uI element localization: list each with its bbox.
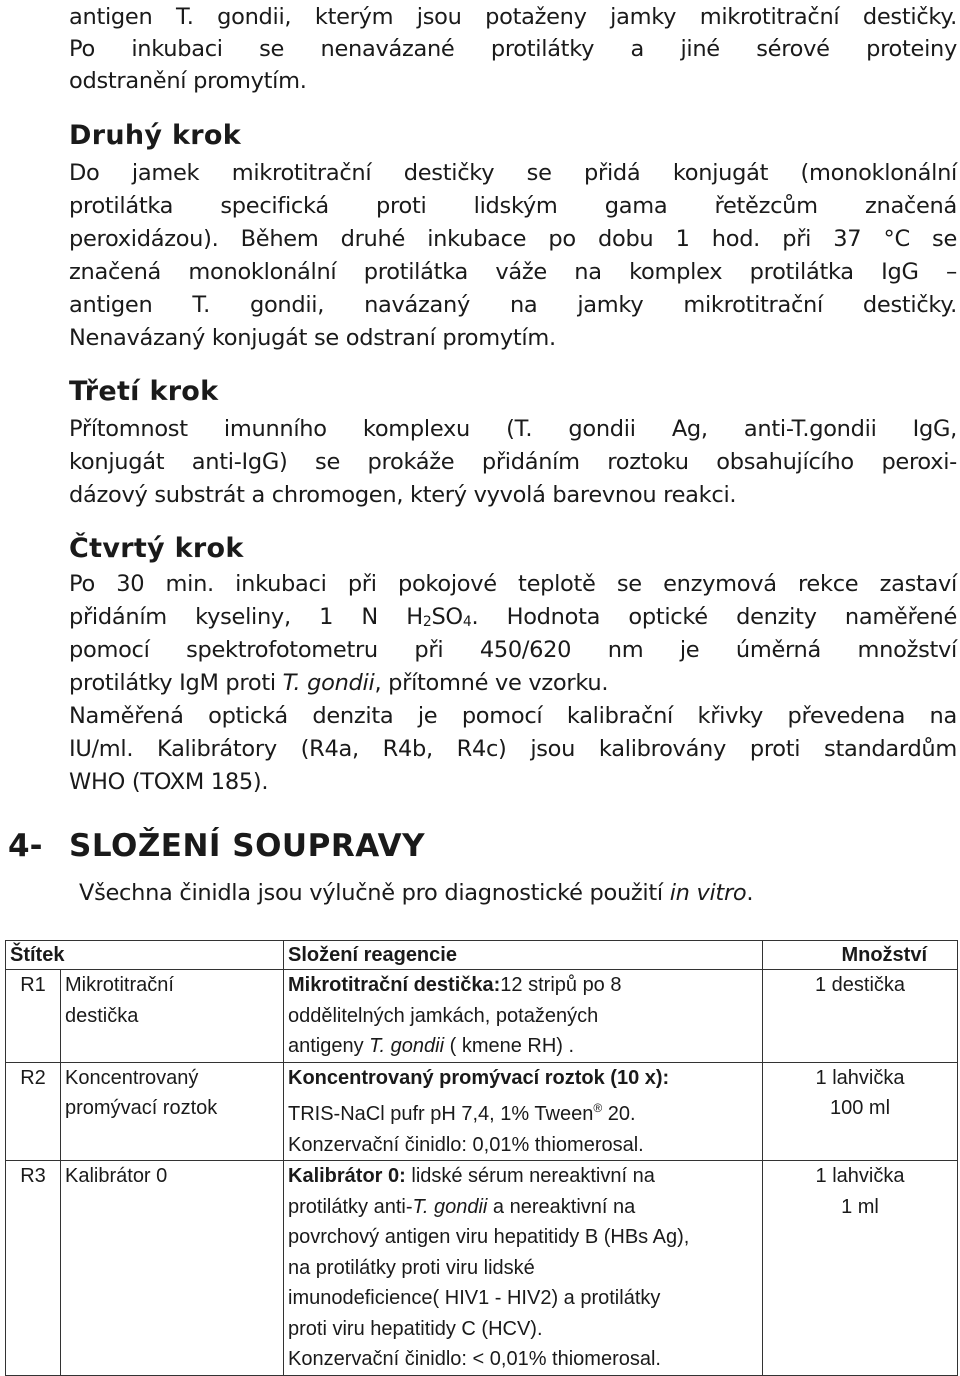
step4-line-4-b: , přítomné ve vzorku. — [374, 670, 609, 696]
composition-text: na protilátky proti viru lidské — [288, 1256, 535, 1279]
composition-text: 20. — [602, 1103, 636, 1125]
step2-line-3: peroxidázou). Během druhé inkubace po dobu 1 hod. při 37 °C se — [69, 226, 957, 252]
composition-title: Kalibrátor 0: — [288, 1165, 406, 1187]
subscript-2: 2 — [422, 614, 432, 630]
reagent-code: R3 — [6, 1161, 61, 1376]
section-intro-a: Všechna činidla jsou výlučně pro diagnostické použití — [79, 880, 670, 906]
intro-line-2: Po inkubaci se nenavázané protilátky a jiné sérové proteiny — [69, 36, 957, 62]
composition-text: TRIS-NaCl pufr pH 7,4, 1% Tween — [288, 1103, 594, 1125]
step4-line-2-b: SO — [431, 604, 463, 630]
step4-line-6: IU/ml. Kalibrátory (R4a, R4b, R4c) jsou kalibrovány proti standardům — [69, 736, 957, 762]
step4-line-2-a: přidáním kyseliny, 1 N H — [69, 604, 423, 630]
reagent-quantity — [763, 1161, 958, 1376]
header-quantity: Množství — [763, 941, 958, 970]
step3-heading: Třetí krok — [69, 376, 219, 407]
step4-line-4-a: protilátky IgM proti — [69, 670, 283, 696]
reagent-name — [61, 970, 284, 1063]
quantity-line: 100 ml — [829, 1097, 891, 1119]
intro-line-1: antigen T. gondii, kterým jsou potaženy jamky mikrotitrační destičky. — [69, 4, 957, 30]
reagent-name — [61, 1062, 284, 1161]
header-composition: Složení reagencie — [284, 941, 763, 970]
section-title: SLOŽENÍ SOUPRAVY — [69, 828, 426, 864]
composition-text: proti viru hepatitidy C (HCV). — [288, 1317, 543, 1340]
step4-line-3: pomocí spektrofotometru při 450/620 nm je úměrná množství — [69, 637, 957, 663]
step2-line-6: Nenavázaný konjugát se odstraní promytím. — [69, 325, 556, 351]
kit-composition-table — [5, 940, 958, 1376]
reagent-code: R2 — [6, 1062, 61, 1161]
reagent-name-line: destička — [65, 1004, 139, 1027]
header-label: Štítek — [6, 941, 284, 970]
composition-text: Konzervační činidlo: < 0,01% thiomerosal. — [288, 1348, 661, 1370]
step3-line-1: Přítomnost imunního komplexu (T. gondii Ag, anti-T.gondii IgG, — [69, 416, 957, 442]
step4-line-7: WHO (TOXM 185). — [69, 769, 269, 795]
section-intro-italic: in vitro — [669, 880, 747, 906]
composition-text: antigeny — [288, 1035, 370, 1057]
quantity-line: 1 lahvička — [815, 1066, 905, 1089]
composition-text: 12 stripů po 8 — [500, 974, 622, 996]
composition-italic: T. gondii — [369, 1035, 445, 1057]
step4-line-5: Naměřená optická denzita je pomocí kalibrační křivky převedena na — [69, 703, 957, 729]
section-number: 4- — [8, 828, 43, 864]
quantity-line: 1 ml — [841, 1195, 879, 1218]
composition-title: Mikrotitrační destička: — [288, 974, 501, 996]
reagent-composition — [284, 1062, 763, 1161]
step2-heading: Druhý krok — [69, 120, 241, 151]
table-row — [6, 970, 958, 1063]
intro-line-3: odstranění promytím. — [69, 68, 307, 94]
composition-text: imunodeficience( HIV1 - HIV2) a protilátky — [288, 1287, 661, 1309]
composition-italic: T. gondii — [412, 1195, 488, 1218]
table-header-row — [6, 941, 958, 970]
reagent-quantity: 1 destička — [763, 970, 958, 1063]
composition-text: ( kmene RH) . — [444, 1035, 575, 1057]
section-intro-b: . — [746, 880, 754, 906]
reagent-code: R1 — [6, 970, 61, 1063]
composition-title: Koncentrovaný promývací roztok (10 x): — [288, 1066, 670, 1089]
table-row — [6, 1062, 958, 1161]
subscript-4: 4 — [462, 614, 472, 630]
quantity-line: 1 lahvička — [815, 1165, 905, 1187]
reagent-name: Kalibrátor 0 — [61, 1161, 284, 1376]
reagent-name-line: Mikrotitrační — [65, 974, 174, 996]
step2-line-4: značená monoklonální protilátka váže na komplex protilátka IgG – — [69, 259, 957, 285]
composition-text: lidské sérum nereaktivní na — [405, 1165, 655, 1187]
step4-line-1: Po 30 min. inkubaci při pokojové teplotě se enzymová rekce zastaví — [69, 571, 957, 597]
step3-line-3: dázový substrát a chromogen, který vyvolá barevnou reakci. — [69, 482, 737, 508]
step4-line-4 — [69, 666, 957, 700]
reagent-name-line: Koncentrovaný — [65, 1066, 199, 1089]
composition-text: oddělitelných jamkách, potažených — [288, 1004, 599, 1027]
step3-line-2: konjugát anti-IgG) se prokáže přidáním roztoku obsahujícího peroxi- — [69, 449, 957, 475]
section-intro — [79, 876, 753, 910]
reagent-name-line: promývací roztok — [65, 1097, 218, 1119]
step2-line-2: protilátka specifická proti lidským gama řetězcům značená — [69, 193, 957, 219]
composition-text: protilátky anti- — [288, 1195, 413, 1218]
step2-line-5: antigen T. gondii, navázaný na jamky mikrotitrační destičky. — [69, 292, 957, 318]
reagent-quantity — [763, 1062, 958, 1161]
composition-text: a nereaktivní na — [487, 1195, 636, 1218]
reagent-composition — [284, 1161, 763, 1376]
step2-line-1: Do jamek mikrotitrační destičky se přidá konjugát (monoklonální — [69, 160, 957, 186]
registered-mark: ® — [593, 1101, 603, 1115]
reagent-composition — [284, 970, 763, 1063]
step4-line-4-italic: T. gondii — [282, 670, 375, 696]
composition-text: povrchový antigen viru hepatitidy B (HBs Ag), — [288, 1226, 690, 1248]
step4-line-2 — [69, 600, 957, 634]
composition-text: Konzervační činidlo: 0,01% thiomerosal. — [288, 1133, 644, 1156]
step4-line-2-c: . Hodnota optické denzity naměřené — [471, 604, 957, 630]
table-row — [6, 1161, 958, 1376]
step4-heading: Čtvrtý krok — [69, 533, 244, 564]
